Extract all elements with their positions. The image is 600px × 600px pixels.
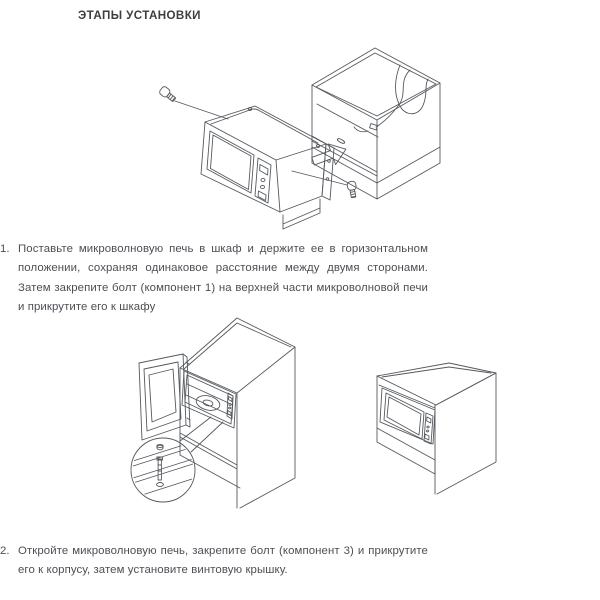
detail-callout-circle [131,438,195,502]
door-window [149,369,176,422]
cabinet-drawing [312,48,440,199]
microwave-control-panel [255,158,271,203]
insert-direction-arrow-icon [309,139,349,172]
figure-open-door-detail [131,318,295,508]
cabinet-drawing [180,318,295,508]
cable-plug-icon [370,124,378,130]
screw-head-icon [157,445,163,450]
leader-line [180,417,223,452]
microwave-drawing [201,106,334,229]
bolt-icon [292,171,358,198]
mounting-bracket [322,144,334,200]
bolt-component-3-icon [157,457,163,460]
trim-gap-shadow [379,385,435,408]
oven-cavity [185,375,233,424]
cabinet-drawing [377,363,496,494]
detail-callout [131,417,223,502]
power-cable-icon [376,70,410,127]
microwave-drawing [139,354,236,440]
figure-installed [377,363,496,494]
step-item-2 [0,542,428,581]
microwave-control-panel [424,413,433,444]
step-number: 2. [0,545,10,557]
turntable-icon [195,393,222,412]
microwave-drawing [380,388,435,444]
step-number: 1. [0,243,10,255]
screw-hole-icon [157,483,164,487]
step-item-1 [0,240,428,318]
open-door [139,354,186,440]
leader-line [292,171,347,185]
shelf-hole-icon [337,138,345,144]
figure-install-exploded [158,48,440,229]
step-text: Поставьте микроволновую печь в шкаф и держите ее в горизонтальном положении, сохраняя одинаковое расстояние между двумя сторонами. Затем закрепите болт (компонент 1) на верхней части микроволновой печи и прикрутите его к шкафу [18,243,428,314]
microwave-door-window [384,393,424,439]
microwave-control-panel [227,393,233,419]
page-title: ЭТАПЫ УСТАНОВКИ [78,9,201,22]
bolt-component-1-icon [158,86,228,119]
microwave-door-window [207,131,254,193]
leader-line [175,101,228,119]
cable-cutout [396,65,429,114]
step-text: Откройте микроволновую печь, закрепите болт (компонент 3) и прикрутите его к корпусу, затем установите винтовую крышку. [18,545,428,577]
